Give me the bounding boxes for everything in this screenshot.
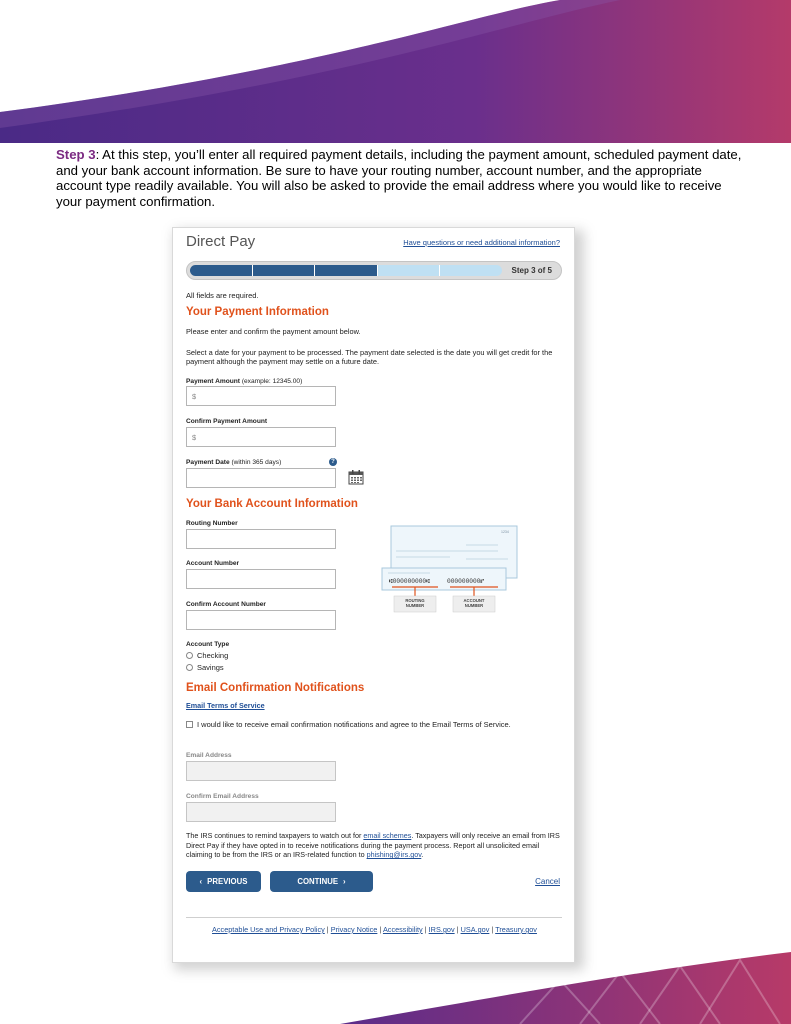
top-decorative-banner [0, 0, 791, 143]
bank-section-title: Your Bank Account Information [186, 498, 358, 510]
routing-number-label: Routing Number [186, 520, 238, 527]
email-consent-row[interactable] [186, 720, 526, 729]
radio-checking[interactable] [186, 652, 193, 659]
step-description: : At this step, you’ll enter all required payment details, including the payment amount, scheduled payment date, and your bank account information. Be sure to have your routing number, account number, and the appropriate account type readily available. You will also be asked to provide the email address where you would like to receive your payment confirmation. [56, 147, 742, 209]
email-terms-link[interactable]: Email Terms of Service [186, 701, 265, 710]
payment-date-label [186, 459, 281, 466]
progress-step-label: Step 3 of 5 [511, 266, 552, 275]
notice-part1: The IRS continues to remind taxpayers to watch out for [186, 831, 364, 840]
footer-separator: | [377, 925, 383, 934]
radio-savings-row[interactable] [186, 663, 224, 672]
email-consent-text: I would like to receive email confirmation notifications and agree to the Email Terms of Service. [197, 720, 511, 729]
progress-segment [315, 265, 378, 276]
email-address-input[interactable] [186, 761, 336, 781]
radio-checking-label: Checking [197, 651, 229, 660]
progress-track [190, 265, 502, 276]
help-question-icon[interactable]: ? [329, 458, 337, 466]
chevron-right-icon: › [343, 877, 346, 886]
footer-link-irs-gov[interactable]: IRS.gov [428, 925, 455, 934]
email-schemes-link[interactable]: email schemes [363, 831, 412, 840]
confirm-email-address-label: Confirm Email Address [186, 793, 259, 800]
account-caption-line2: NUMBER [464, 603, 484, 608]
chevron-left-icon: ‹ [199, 877, 203, 886]
micr-account: 000000000⑈ [447, 578, 485, 585]
routing-number-input[interactable] [186, 529, 336, 549]
payment-date-note: Select a date for your payment to be processed. The payment date selected is the date you will get credit for the payment although the payment may settle on a future date. [186, 348, 553, 366]
progress-segment [190, 265, 253, 276]
confirm-email-address-input[interactable] [186, 802, 336, 822]
phishing-notice [186, 831, 566, 860]
previous-button-label: PREVIOUS [207, 877, 248, 886]
radio-savings-label: Savings [197, 663, 224, 672]
page-title: Direct Pay [186, 233, 256, 250]
footer-separator: | [489, 925, 496, 934]
email-address-label: Email Address [186, 752, 232, 759]
cancel-link[interactable]: Cancel [535, 877, 560, 886]
continue-button[interactable] [270, 871, 373, 892]
payment-date-input[interactable] [186, 468, 336, 488]
direct-pay-screenshot [172, 227, 575, 963]
previous-button[interactable] [186, 871, 261, 892]
radio-savings[interactable] [186, 664, 193, 671]
payment-amount-hint: (example: 12345.00) [239, 378, 303, 385]
notice-part2: . Taxpayers will only receive an email from IRS Direct Pay if they have opted in to receive notifications during the payment process. Report all unsolicited email claiming to be from the IRS or an IRS-related function to [186, 831, 560, 859]
footer-separator: | [324, 925, 331, 934]
footer-link-privacy-notice[interactable]: Privacy Notice [330, 925, 378, 934]
confirm-account-number-input[interactable] [186, 610, 336, 630]
account-caption-line1: ACCOUNT [463, 598, 485, 603]
footer-separator: | [454, 925, 461, 934]
phishing-email-link[interactable]: phishing@irs.gov [366, 850, 422, 859]
check-number: 1234 [501, 530, 509, 534]
notice-part3: . [421, 850, 424, 859]
banner-gradient-graphic [0, 0, 791, 143]
routing-caption-line2: NUMBER [405, 603, 425, 608]
email-section-title: Email Confirmation Notifications [186, 682, 365, 694]
account-type-label: Account Type [186, 641, 230, 648]
progress-segment [253, 265, 316, 276]
routing-caption-line1: ROUTING [405, 598, 425, 603]
confirm-payment-amount-label: Confirm Payment Amount [186, 418, 268, 425]
footer-link-usa-gov[interactable]: USA.gov [460, 925, 490, 934]
account-number-input[interactable] [186, 569, 336, 589]
progress-segment [440, 265, 502, 276]
step-label: Step 3 [56, 147, 96, 162]
micr-routing: ⑆000000000⑆ [389, 578, 430, 585]
step-instructions [56, 147, 746, 209]
help-link[interactable]: Have questions or need additional information? [403, 238, 560, 247]
calendar-icon[interactable] [348, 469, 364, 490]
footer-link-acceptable-use[interactable]: Acceptable Use and Privacy Policy [212, 925, 325, 934]
continue-button-label: CONTINUE [297, 877, 339, 886]
footer-link-accessibility[interactable]: Accessibility [382, 925, 423, 934]
progress-bar [186, 261, 562, 280]
payment-date-label-text: Payment Date [186, 459, 230, 466]
payment-intro: Please enter and confirm the payment amount below. [186, 327, 361, 336]
footer-separator: | [422, 925, 429, 934]
email-consent-checkbox[interactable] [186, 721, 193, 728]
confirm-payment-amount-input[interactable]: $ [186, 427, 336, 447]
required-note: All fields are required. [186, 291, 259, 300]
account-number-label: Account Number [186, 560, 240, 567]
payment-section-title: Your Payment Information [186, 306, 329, 318]
footer-link-treasury-gov[interactable]: Treasury.gov [495, 925, 537, 934]
confirm-account-number-label: Confirm Account Number [186, 601, 266, 608]
progress-segment [378, 265, 441, 276]
radio-checking-row[interactable] [186, 651, 228, 660]
payment-amount-input[interactable]: $ [186, 386, 336, 406]
sample-check-illustration [380, 525, 520, 622]
footer-links [173, 925, 576, 934]
payment-date-hint: (within 365 days) [229, 459, 282, 466]
footer-divider [186, 917, 562, 918]
payment-amount-label [186, 378, 302, 385]
payment-amount-label-text: Payment Amount [186, 378, 240, 385]
